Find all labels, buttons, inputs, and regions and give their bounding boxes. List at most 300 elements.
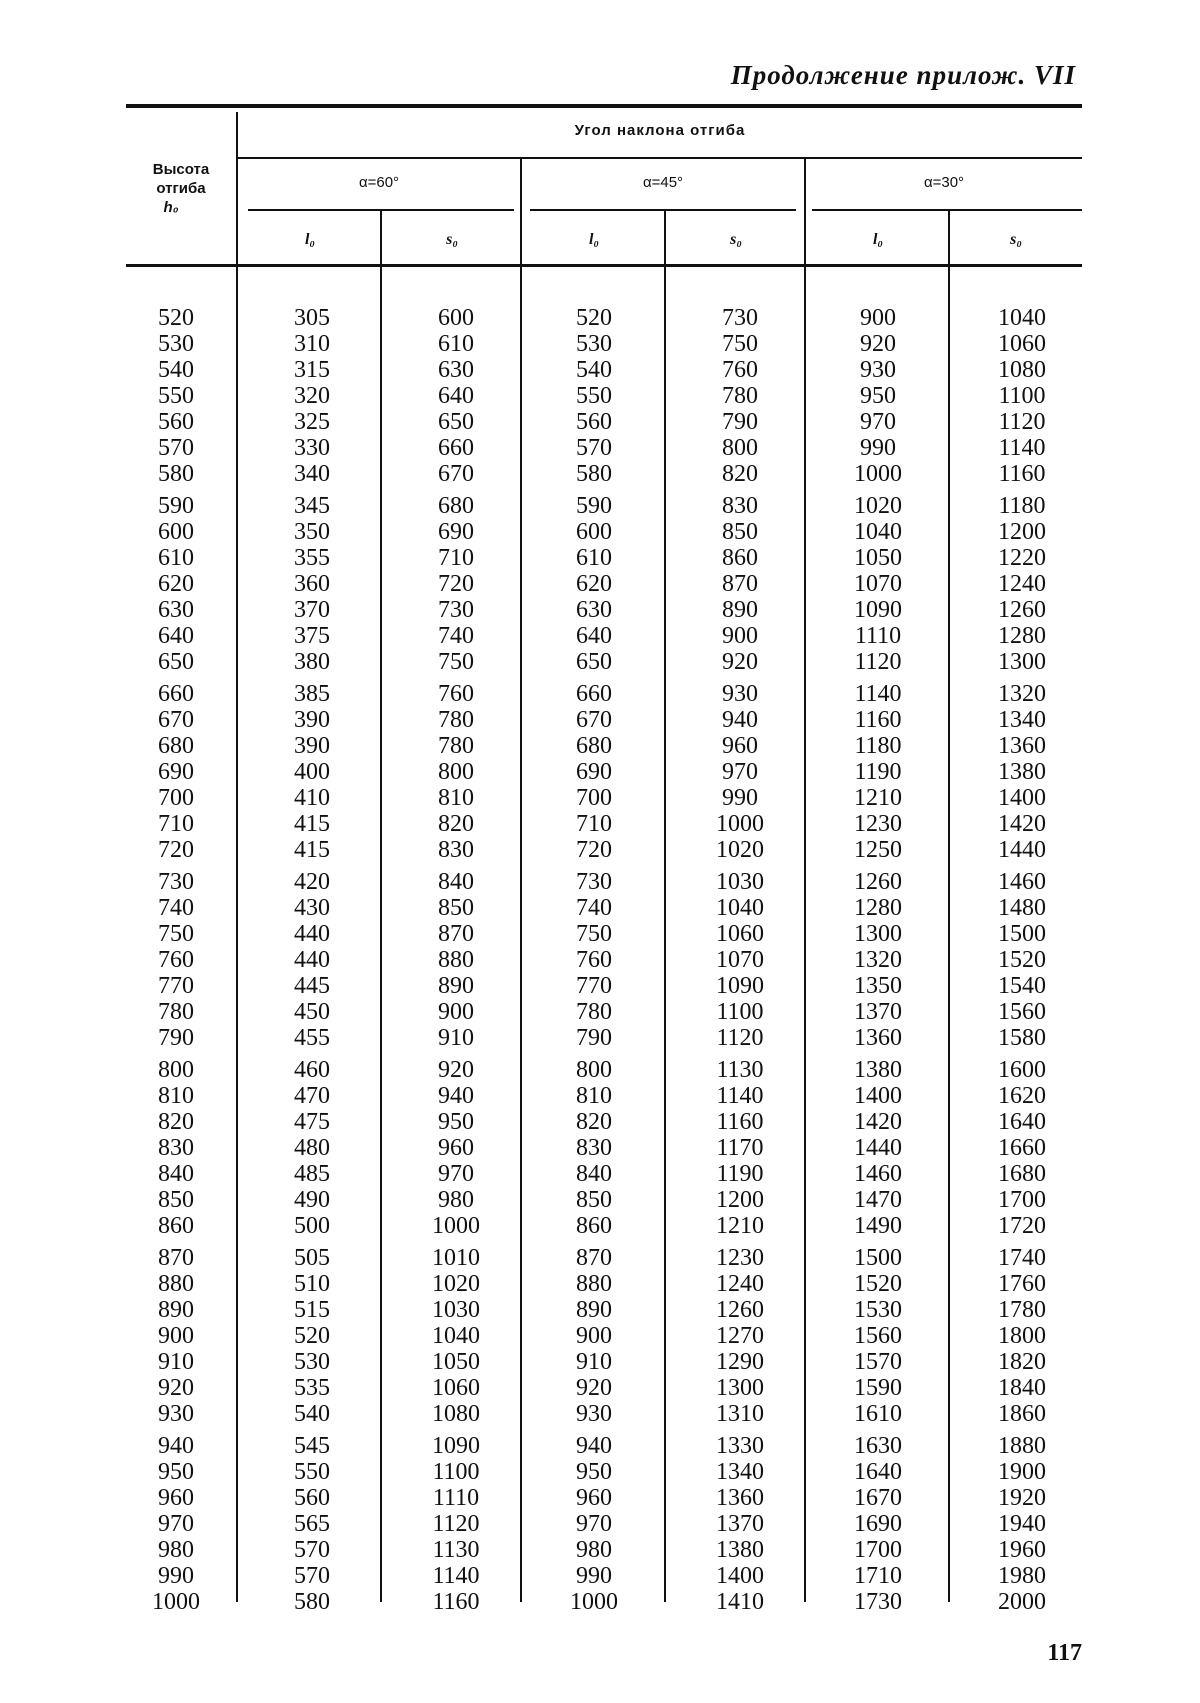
table-row xyxy=(126,435,1082,461)
cell-s0-45: 820 xyxy=(722,461,758,487)
cell-s0-45: 1290 xyxy=(716,1349,764,1375)
cell-s0-45: 1210 xyxy=(716,1213,764,1239)
cell-s0-45: 760 xyxy=(722,357,758,383)
cell-l0-45: 860 xyxy=(576,1213,612,1239)
cell-l0-30: 1140 xyxy=(854,681,902,707)
cell-l0-30: 1420 xyxy=(854,1109,902,1135)
row-label-line2: отгиба xyxy=(156,180,206,197)
cell-l0-30: 1320 xyxy=(854,947,902,973)
cell-l0-60: 530 xyxy=(294,1349,330,1375)
cell-s0-30: 1860 xyxy=(998,1401,1046,1427)
cell-h0: 990 xyxy=(158,1563,194,1589)
cell-l0-45: 750 xyxy=(576,921,612,947)
cell-l0-30: 1440 xyxy=(854,1135,902,1161)
cell-s0-45: 1190 xyxy=(716,1161,764,1187)
cell-h0: 580 xyxy=(158,461,194,487)
cell-l0-45: 610 xyxy=(576,545,612,571)
cell-l0-60: 500 xyxy=(294,1213,330,1239)
cell-s0-30: 1820 xyxy=(998,1349,1046,1375)
table-row xyxy=(126,733,1082,759)
cell-h0: 640 xyxy=(158,623,194,649)
cell-l0-30: 950 xyxy=(860,383,896,409)
table-row xyxy=(126,869,1082,895)
cell-l0-30: 1210 xyxy=(854,785,902,811)
table-row xyxy=(126,1563,1082,1589)
cell-s0-45: 800 xyxy=(722,435,758,461)
cell-h0: 960 xyxy=(158,1485,194,1511)
cell-h0: 880 xyxy=(158,1271,194,1297)
cell-s0-45: 1020 xyxy=(716,837,764,863)
cell-s0-60: 600 xyxy=(438,305,474,331)
table-row xyxy=(126,973,1082,999)
cell-l0-45: 670 xyxy=(576,707,612,733)
cell-l0-45: 550 xyxy=(576,383,612,409)
cell-s0-60: 630 xyxy=(438,357,474,383)
cell-s0-45: 1380 xyxy=(716,1537,764,1563)
col-s0-60: s₀ xyxy=(446,231,458,248)
cell-l0-60: 415 xyxy=(294,837,330,863)
cell-h0: 920 xyxy=(158,1375,194,1401)
cell-s0-60: 780 xyxy=(438,733,474,759)
cell-l0-45: 980 xyxy=(576,1537,612,1563)
cell-h0: 620 xyxy=(158,571,194,597)
cell-s0-45: 940 xyxy=(722,707,758,733)
cell-l0-30: 1370 xyxy=(854,999,902,1025)
cell-h0: 660 xyxy=(158,681,194,707)
row-group xyxy=(126,681,1082,863)
cell-l0-30: 990 xyxy=(860,435,896,461)
cell-s0-30: 1340 xyxy=(998,707,1046,733)
cell-s0-60: 780 xyxy=(438,707,474,733)
cell-s0-30: 1760 xyxy=(998,1271,1046,1297)
cell-s0-60: 1080 xyxy=(432,1401,480,1427)
cell-h0: 780 xyxy=(158,999,194,1025)
cell-l0-30: 1250 xyxy=(854,837,902,863)
cell-s0-45: 830 xyxy=(722,493,758,519)
cell-s0-30: 1040 xyxy=(998,305,1046,331)
cell-s0-45: 1040 xyxy=(716,895,764,921)
cell-l0-60: 515 xyxy=(294,1297,330,1323)
cell-s0-30: 1900 xyxy=(998,1459,1046,1485)
cell-h0: 530 xyxy=(158,331,194,357)
cell-l0-30: 1690 xyxy=(854,1511,902,1537)
cell-l0-45: 960 xyxy=(576,1485,612,1511)
cell-s0-45: 920 xyxy=(722,649,758,675)
cell-s0-45: 890 xyxy=(722,597,758,623)
table-row xyxy=(126,493,1082,519)
cell-s0-60: 1030 xyxy=(432,1297,480,1323)
cell-l0-60: 570 xyxy=(294,1563,330,1589)
table-row xyxy=(126,1057,1082,1083)
cell-h0: 790 xyxy=(158,1025,194,1051)
cell-s0-60: 910 xyxy=(438,1025,474,1051)
col-l0-45: l₀ xyxy=(588,231,600,248)
cell-s0-45: 1130 xyxy=(716,1057,764,1083)
cell-l0-45: 630 xyxy=(576,597,612,623)
col-s0-30: s₀ xyxy=(1010,231,1022,248)
cell-l0-45: 580 xyxy=(576,461,612,487)
cell-s0-45: 1160 xyxy=(716,1109,764,1135)
cell-h0: 690 xyxy=(158,759,194,785)
cell-l0-45: 720 xyxy=(576,837,612,863)
cell-h0: 610 xyxy=(158,545,194,571)
cell-l0-30: 1630 xyxy=(854,1433,902,1459)
cell-l0-45: 690 xyxy=(576,759,612,785)
col-s0-45: s₀ xyxy=(730,231,742,248)
table-row xyxy=(126,1271,1082,1297)
cell-h0: 900 xyxy=(158,1323,194,1349)
cell-s0-60: 1050 xyxy=(432,1349,480,1375)
cell-s0-30: 1700 xyxy=(998,1187,1046,1213)
col-l0-60: l₀ xyxy=(304,231,316,248)
cell-l0-30: 1280 xyxy=(854,895,902,921)
cell-s0-60: 880 xyxy=(438,947,474,973)
cell-h0: 850 xyxy=(158,1187,194,1213)
cell-s0-30: 1100 xyxy=(998,383,1046,409)
cell-l0-60: 420 xyxy=(294,869,330,895)
cell-l0-30: 900 xyxy=(860,305,896,331)
cell-s0-45: 1170 xyxy=(716,1135,764,1161)
cell-l0-45: 770 xyxy=(576,973,612,999)
cell-l0-45: 800 xyxy=(576,1057,612,1083)
cell-l0-60: 485 xyxy=(294,1161,330,1187)
cell-h0: 710 xyxy=(158,811,194,837)
cell-l0-45: 780 xyxy=(576,999,612,1025)
cell-s0-60: 1130 xyxy=(432,1537,480,1563)
row-group xyxy=(126,1245,1082,1427)
cell-s0-30: 1880 xyxy=(998,1433,1046,1459)
cell-s0-30: 1200 xyxy=(998,519,1046,545)
cell-l0-45: 850 xyxy=(576,1187,612,1213)
table-row xyxy=(126,1245,1082,1271)
table-row xyxy=(126,623,1082,649)
cell-l0-60: 360 xyxy=(294,571,330,597)
running-head: Продолжение прилож. VII xyxy=(730,60,1076,90)
cell-s0-45: 790 xyxy=(722,409,758,435)
table-row xyxy=(126,1213,1082,1239)
cell-h0: 720 xyxy=(158,837,194,863)
cell-s0-60: 830 xyxy=(438,837,474,863)
cell-l0-60: 570 xyxy=(294,1537,330,1563)
cell-l0-45: 920 xyxy=(576,1375,612,1401)
table-row xyxy=(126,1161,1082,1187)
cell-s0-45: 1120 xyxy=(716,1025,764,1051)
cell-h0: 930 xyxy=(158,1401,194,1427)
cell-l0-60: 390 xyxy=(294,733,330,759)
cell-l0-60: 430 xyxy=(294,895,330,921)
cell-l0-45: 990 xyxy=(576,1563,612,1589)
cell-s0-60: 730 xyxy=(438,597,474,623)
cell-s0-60: 640 xyxy=(438,383,474,409)
cell-l0-30: 1570 xyxy=(854,1349,902,1375)
table-row xyxy=(126,947,1082,973)
cell-s0-30: 1120 xyxy=(998,409,1046,435)
cell-l0-60: 315 xyxy=(294,357,330,383)
cell-l0-30: 1360 xyxy=(854,1025,902,1051)
cell-l0-30: 920 xyxy=(860,331,896,357)
cell-s0-30: 1640 xyxy=(998,1109,1046,1135)
angle-60-label: α=60° xyxy=(358,174,400,191)
cell-s0-60: 680 xyxy=(438,493,474,519)
cell-l0-30: 1300 xyxy=(854,921,902,947)
cell-l0-60: 385 xyxy=(294,681,330,707)
cell-l0-30: 1180 xyxy=(854,733,902,759)
table-row xyxy=(126,1323,1082,1349)
table-row xyxy=(126,1135,1082,1161)
cell-s0-60: 940 xyxy=(438,1083,474,1109)
cell-l0-30: 1700 xyxy=(854,1537,902,1563)
cell-l0-60: 450 xyxy=(294,999,330,1025)
angle-30-rule xyxy=(812,209,1082,211)
cell-s0-45: 1000 xyxy=(716,811,764,837)
cell-l0-60: 320 xyxy=(294,383,330,409)
cell-l0-45: 790 xyxy=(576,1025,612,1051)
cell-s0-45: 850 xyxy=(722,519,758,545)
cell-l0-60: 345 xyxy=(294,493,330,519)
cell-l0-30: 1190 xyxy=(854,759,902,785)
cell-l0-30: 1670 xyxy=(854,1485,902,1511)
table-row xyxy=(126,1589,1082,1615)
cell-s0-60: 660 xyxy=(438,435,474,461)
table-row xyxy=(126,1349,1082,1375)
cell-h0: 970 xyxy=(158,1511,194,1537)
cell-l0-60: 340 xyxy=(294,461,330,487)
cell-s0-30: 1420 xyxy=(998,811,1046,837)
cell-h0: 860 xyxy=(158,1213,194,1239)
cell-s0-45: 1030 xyxy=(716,869,764,895)
cell-l0-45: 570 xyxy=(576,435,612,461)
cell-l0-45: 700 xyxy=(576,785,612,811)
cell-s0-45: 1330 xyxy=(716,1433,764,1459)
cell-s0-45: 930 xyxy=(722,681,758,707)
cell-s0-60: 1160 xyxy=(432,1589,480,1615)
cell-l0-45: 950 xyxy=(576,1459,612,1485)
cell-l0-30: 1500 xyxy=(854,1245,902,1271)
cell-l0-60: 545 xyxy=(294,1433,330,1459)
cell-s0-30: 1580 xyxy=(998,1025,1046,1051)
cell-l0-60: 370 xyxy=(294,597,330,623)
cell-l0-30: 1110 xyxy=(854,623,902,649)
cell-l0-60: 455 xyxy=(294,1025,330,1051)
table-row xyxy=(126,1401,1082,1427)
cell-h0: 870 xyxy=(158,1245,194,1271)
cell-s0-60: 800 xyxy=(438,759,474,785)
cell-h0: 940 xyxy=(158,1433,194,1459)
cell-l0-60: 325 xyxy=(294,409,330,435)
cell-s0-45: 1260 xyxy=(716,1297,764,1323)
cell-s0-60: 1120 xyxy=(432,1511,480,1537)
cell-s0-45: 860 xyxy=(722,545,758,571)
angle-span-rule xyxy=(238,157,1082,159)
cell-l0-60: 560 xyxy=(294,1485,330,1511)
cell-s0-60: 870 xyxy=(438,921,474,947)
cell-s0-30: 1560 xyxy=(998,999,1046,1025)
cell-l0-45: 600 xyxy=(576,519,612,545)
cell-s0-30: 1180 xyxy=(998,493,1046,519)
cell-l0-60: 330 xyxy=(294,435,330,461)
cell-h0: 750 xyxy=(158,921,194,947)
cell-s0-30: 1260 xyxy=(998,597,1046,623)
cell-l0-30: 1160 xyxy=(854,707,902,733)
cell-s0-30: 1240 xyxy=(998,571,1046,597)
table-row xyxy=(126,1537,1082,1563)
cell-h0: 770 xyxy=(158,973,194,999)
cell-h0: 570 xyxy=(158,435,194,461)
cell-l0-30: 1090 xyxy=(854,597,902,623)
cell-l0-30: 1230 xyxy=(854,811,902,837)
table-row xyxy=(126,305,1082,331)
cell-l0-45: 910 xyxy=(576,1349,612,1375)
cell-s0-60: 650 xyxy=(438,409,474,435)
cell-l0-30: 1730 xyxy=(854,1589,902,1615)
cell-l0-60: 490 xyxy=(294,1187,330,1213)
cell-l0-60: 535 xyxy=(294,1375,330,1401)
cell-l0-45: 830 xyxy=(576,1135,612,1161)
cell-s0-60: 740 xyxy=(438,623,474,649)
cell-s0-60: 890 xyxy=(438,973,474,999)
cell-l0-60: 445 xyxy=(294,973,330,999)
cell-l0-45: 540 xyxy=(576,357,612,383)
cell-h0: 540 xyxy=(158,357,194,383)
table-row xyxy=(126,409,1082,435)
row-label-line3: h₀ xyxy=(163,199,179,216)
cell-h0: 980 xyxy=(158,1537,194,1563)
cell-s0-30: 1720 xyxy=(998,1213,1046,1239)
table-row xyxy=(126,1485,1082,1511)
cell-h0: 810 xyxy=(158,1083,194,1109)
table-row xyxy=(126,707,1082,733)
cell-s0-45: 990 xyxy=(722,785,758,811)
cell-h0: 600 xyxy=(158,519,194,545)
cell-s0-60: 1110 xyxy=(432,1485,480,1511)
cell-l0-60: 510 xyxy=(294,1271,330,1297)
table-row xyxy=(126,1511,1082,1537)
cell-s0-60: 1020 xyxy=(432,1271,480,1297)
table-row xyxy=(126,461,1082,487)
cell-s0-60: 920 xyxy=(438,1057,474,1083)
cell-s0-45: 1340 xyxy=(716,1459,764,1485)
cell-l0-30: 1470 xyxy=(854,1187,902,1213)
cell-s0-45: 1140 xyxy=(716,1083,764,1109)
cell-s0-30: 1360 xyxy=(998,733,1046,759)
cell-s0-60: 690 xyxy=(438,519,474,545)
cell-l0-60: 520 xyxy=(294,1323,330,1349)
cell-s0-45: 1230 xyxy=(716,1245,764,1271)
cell-h0: 840 xyxy=(158,1161,194,1187)
cell-s0-60: 850 xyxy=(438,895,474,921)
cell-l0-45: 660 xyxy=(576,681,612,707)
cell-s0-30: 1540 xyxy=(998,973,1046,999)
cell-s0-60: 610 xyxy=(438,331,474,357)
cell-s0-45: 730 xyxy=(722,305,758,331)
cell-l0-60: 350 xyxy=(294,519,330,545)
cell-s0-30: 1660 xyxy=(998,1135,1046,1161)
cell-s0-45: 870 xyxy=(722,571,758,597)
cell-l0-60: 380 xyxy=(294,649,330,675)
table-row xyxy=(126,785,1082,811)
cell-l0-45: 970 xyxy=(576,1511,612,1537)
cell-s0-30: 1440 xyxy=(998,837,1046,863)
cell-l0-60: 565 xyxy=(294,1511,330,1537)
cell-l0-30: 970 xyxy=(860,409,896,435)
angle-45-label: α=45° xyxy=(642,174,684,191)
col-l0-30: l₀ xyxy=(872,231,884,248)
cell-s0-30: 1620 xyxy=(998,1083,1046,1109)
table-row xyxy=(126,1109,1082,1135)
cell-l0-30: 1400 xyxy=(854,1083,902,1109)
row-label-line1: Высота xyxy=(152,161,210,178)
table-row xyxy=(126,649,1082,675)
table-row xyxy=(126,519,1082,545)
cell-s0-60: 950 xyxy=(438,1109,474,1135)
cell-l0-45: 640 xyxy=(576,623,612,649)
cell-l0-45: 1000 xyxy=(570,1589,618,1615)
cell-l0-45: 900 xyxy=(576,1323,612,1349)
cell-s0-30: 1800 xyxy=(998,1323,1046,1349)
cell-l0-60: 410 xyxy=(294,785,330,811)
cell-l0-45: 620 xyxy=(576,571,612,597)
table-row xyxy=(126,895,1082,921)
cell-l0-30: 1050 xyxy=(854,545,902,571)
cell-s0-60: 1140 xyxy=(432,1563,480,1589)
cell-s0-60: 1000 xyxy=(432,1213,480,1239)
cell-s0-30: 1060 xyxy=(998,331,1046,357)
angle-30-label: α=30° xyxy=(923,174,965,191)
cell-h0: 680 xyxy=(158,733,194,759)
cell-s0-60: 980 xyxy=(438,1187,474,1213)
cell-l0-60: 460 xyxy=(294,1057,330,1083)
table-row xyxy=(126,545,1082,571)
cell-s0-30: 1600 xyxy=(998,1057,1046,1083)
cell-l0-30: 1120 xyxy=(854,649,902,675)
cell-l0-60: 440 xyxy=(294,921,330,947)
cell-l0-30: 1020 xyxy=(854,493,902,519)
cell-s0-30: 1940 xyxy=(998,1511,1046,1537)
cell-s0-30: 1980 xyxy=(998,1563,1046,1589)
cell-l0-45: 530 xyxy=(576,331,612,357)
cell-l0-60: 390 xyxy=(294,707,330,733)
page-number: 117 xyxy=(1047,1640,1082,1666)
table-row xyxy=(126,597,1082,623)
cell-h0: 740 xyxy=(158,895,194,921)
cell-l0-60: 470 xyxy=(294,1083,330,1109)
cell-l0-30: 1040 xyxy=(854,519,902,545)
cell-l0-45: 760 xyxy=(576,947,612,973)
row-group xyxy=(126,305,1082,487)
cell-s0-30: 1320 xyxy=(998,681,1046,707)
cell-s0-30: 1500 xyxy=(998,921,1046,947)
cell-l0-60: 415 xyxy=(294,811,330,837)
cell-s0-30: 1680 xyxy=(998,1161,1046,1187)
table-row xyxy=(126,1083,1082,1109)
table-row xyxy=(126,1025,1082,1051)
cell-l0-30: 1640 xyxy=(854,1459,902,1485)
cell-l0-30: 1460 xyxy=(854,1161,902,1187)
cell-l0-45: 940 xyxy=(576,1433,612,1459)
cell-s0-45: 1240 xyxy=(716,1271,764,1297)
table-row xyxy=(126,1187,1082,1213)
cell-l0-60: 375 xyxy=(294,623,330,649)
table-row xyxy=(126,921,1082,947)
cell-s0-30: 1300 xyxy=(998,649,1046,675)
cell-l0-45: 810 xyxy=(576,1083,612,1109)
cell-s0-45: 1310 xyxy=(716,1401,764,1427)
cell-s0-60: 960 xyxy=(438,1135,474,1161)
table-row xyxy=(126,1297,1082,1323)
cell-l0-30: 1560 xyxy=(854,1323,902,1349)
cell-s0-45: 1410 xyxy=(716,1589,764,1615)
cell-l0-30: 930 xyxy=(860,357,896,383)
